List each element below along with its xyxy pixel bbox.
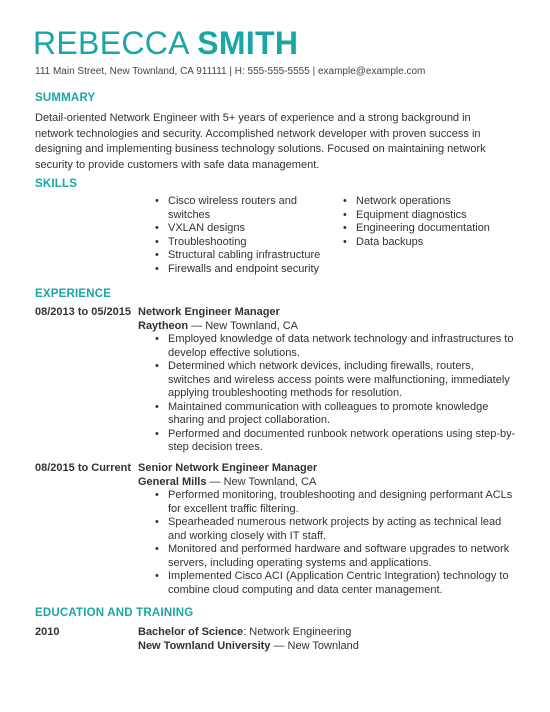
degree-field: : Network Engineering <box>243 626 352 638</box>
company-location: — New Townland, CA <box>188 320 298 332</box>
job-dates: 08/2015 to Current <box>35 462 131 474</box>
job-bullet: • Performed and documented runbook network operations using step-by-step decision trees. <box>153 428 518 455</box>
skill-item: • Cisco wireless routers and switches <box>153 195 323 222</box>
first-name: REBECCA <box>33 25 189 61</box>
experience-heading: EXPERIENCE <box>35 288 112 300</box>
company-location: — New Townland, CA <box>206 476 317 488</box>
education-school <box>138 640 359 652</box>
job-bullets <box>153 333 518 455</box>
last-name: SMITH <box>197 25 299 61</box>
education-heading: EDUCATION AND TRAINING <box>35 607 194 619</box>
job-company <box>138 476 316 488</box>
skill-item: • Structural cabling infrastructure <box>153 249 323 263</box>
company-name: Raytheon <box>138 320 189 332</box>
skill-item: • Firewalls and endpoint security <box>153 263 323 277</box>
school-location: — New Townland <box>270 640 359 652</box>
job-bullet: • Implemented Cisco ACI (Application Centric Integration) technology to combine cloud computing and data center management. <box>153 570 518 597</box>
skills-heading: SKILLS <box>35 178 78 190</box>
education-year: 2010 <box>35 626 60 638</box>
school-name: New Townland University <box>138 640 271 652</box>
degree-name: Bachelor of Science <box>138 626 244 638</box>
skill-item: • Network operations <box>341 195 511 209</box>
skill-item: • Data backups <box>341 236 511 250</box>
job-bullet: • Maintained communication with colleagues to promote knowledge sharing and project collaboration. <box>153 401 518 428</box>
job-bullet: • Monitored and performed hardware and software upgrades to network servers, including operating systems and applications. <box>153 543 518 570</box>
job-bullet: • Spearheaded numerous network projects by acting as technical lead and working closely with IT staff. <box>153 516 518 543</box>
summary-heading: SUMMARY <box>35 92 96 104</box>
job-bullet: • Performed monitoring, troubleshooting and designing performant ACLs for excellent traffic filtering. <box>153 489 518 516</box>
skills-list-left <box>153 195 323 276</box>
job-bullet: • Determined which network devices, including firewalls, routers, switches and wireless access points were malfunctioning, immediately applying troubleshooting methods for resolution. <box>153 360 518 401</box>
skill-item: • Engineering documentation <box>341 222 511 236</box>
skill-item: • VXLAN designs <box>153 222 323 236</box>
skill-item: • Troubleshooting <box>153 236 323 250</box>
job-bullet: • Employed knowledge of data network technology and infrastructures to develop effective solutions. <box>153 333 518 360</box>
candidate-name <box>33 24 298 62</box>
company-name: General Mills <box>138 476 207 488</box>
summary-text: Detail-oriented Network Engineer with 5+ years of experience and a strong background in network technologies and security. Accomplished network developer with proven success in designing and implementing business technology solutions. Focused on maintaining network security to provide customers with safe data management. <box>35 112 486 171</box>
education-degree <box>138 626 351 638</box>
skills-list-right <box>341 195 511 249</box>
job-title: Network Engineer Manager <box>138 306 280 318</box>
job-bullets <box>153 489 518 597</box>
job-dates: 08/2013 to 05/2015 <box>35 306 132 318</box>
job-title: Senior Network Engineer Manager <box>138 462 318 474</box>
contact-line: 111 Main Street, New Townland, CA 911111 | H: 555-555-5555 | example@example.com <box>35 66 426 77</box>
skill-item: • Equipment diagnostics <box>341 209 511 223</box>
job-company <box>138 320 298 332</box>
